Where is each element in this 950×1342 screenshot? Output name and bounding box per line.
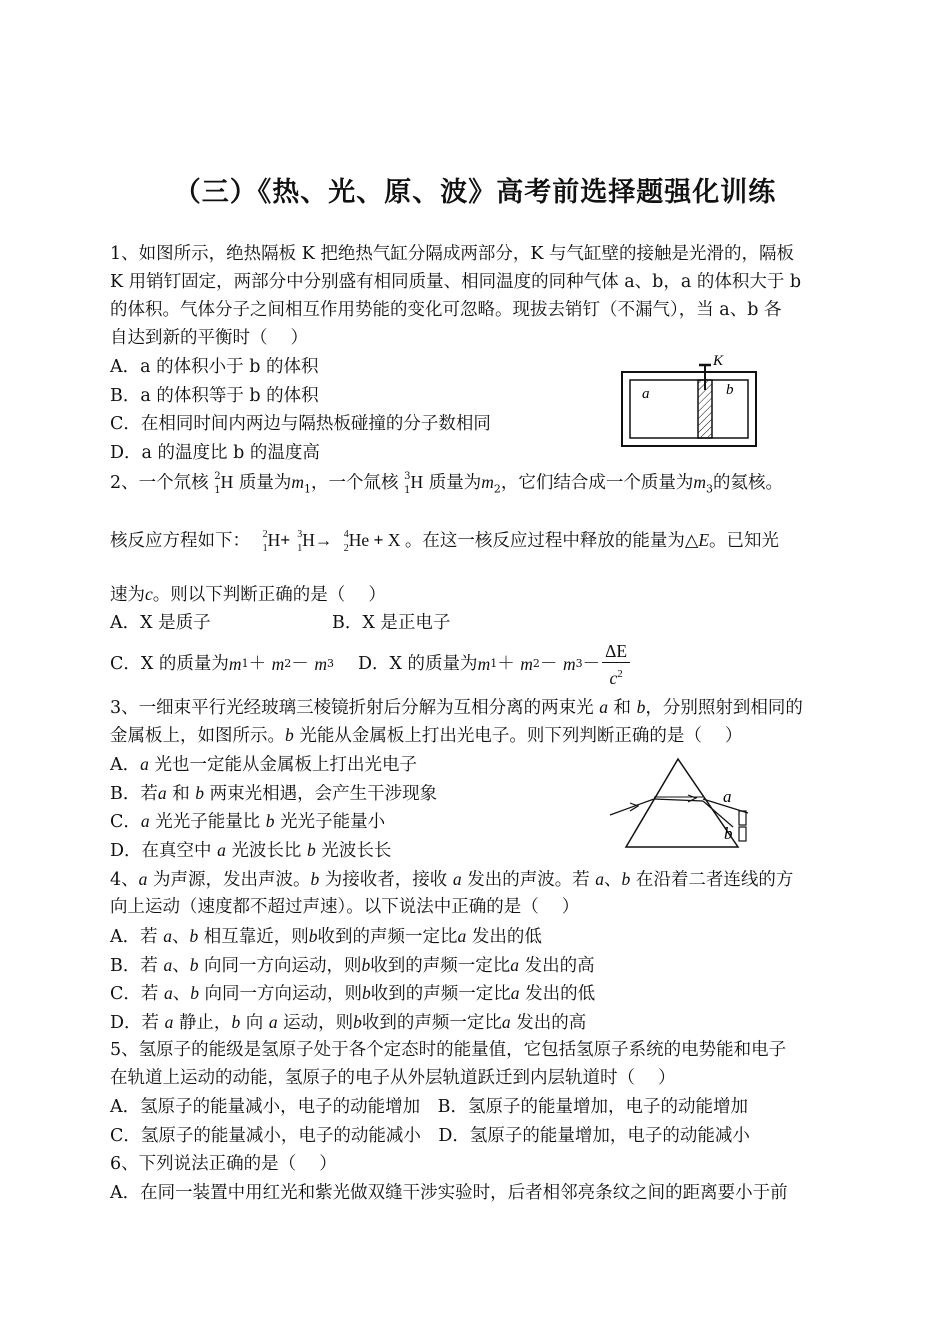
q1-stem-line-4: 自达到新的平衡时（ ） [110,328,309,348]
q5-options-cd: C．氢原子的能量减小，电子的动能减小 D．氢原子的能量增加，电子的动能减小 [110,1126,750,1146]
page-title: （三）《热、光、原、波》高考前选择题强化训练 [173,177,777,208]
q4-option-a: A．若 a、b 相互靠近，则b收到的声频一定比a 发出的低 [110,926,542,947]
triton-isotope: 3 1 [404,470,411,496]
q2-options-cd: C．X 的质量为 m 1 ＋ m 2 － m 3 D．X 的质量为 m 1 ＋ m 2 － m 3 － $\frac{\Delta E}{c^2}$ [110,639,630,689]
q3-line-1: 3、一细束平行光经玻璃三棱镜折射后分解为互相分离的两束光 a 和 b，分别照射到相同的 [110,697,803,718]
q4-option-b: B．若 a、b 向同一方向运动，则b收到的声频一定比a 发出的高 [110,955,595,976]
q1-stem-line-1: 1、如图所示，绝热隔板 K 把绝热气缸分隔成两部分，K 与气缸壁的接触是光滑的，隔板 [110,244,794,264]
label-gas-b: b [726,382,734,398]
q2-line-2: 核反应方程如下： 2 1 H+ 3 1 H→ 4 2 He + X 。在这一核反应过程中释放的能量为△E。已知光 [110,528,780,554]
q3-prism-figure [608,755,758,855]
q4-option-c: C．若 a、b 向同一方向运动，则b收到的声频一定比a 发出的低 [110,983,596,1004]
q1-stem-line-3: 的体积。气体分子之间相互作用势能的变化可忽略。现拔去销钉（不漏气），当 a、b 各 [110,300,782,320]
q1-option-a: A．a 的体积小于 b 的体积 [110,357,319,377]
q5-line-1: 5、氢原子的能级是氢原子处于各个定态时的能量值，它包括氢原子系统的电势能和电子 [110,1040,787,1060]
q3-option-c: C．a 光光子能量比 b 光光子能量小 [110,811,386,832]
q1-stem-line-2: K 用销钉固定，两部分中分别盛有相同质量、相同温度的同种气体 a、b，a 的体积大于 b [110,272,802,292]
q2-option-b: B．X 是正电子 [332,613,451,633]
label-gas-a: a [642,386,650,402]
q4-line-2: 向上运动（速度都不超过声速）。以下说法中正确的是（ ） [110,897,580,917]
q5-options-ab: A．氢原子的能量减小，电子的动能增加 B．氢原子的能量增加，电子的动能增加 [110,1097,748,1117]
nuclear-equation: 2 1 H+ 3 1 H→ 4 2 He + X [262,528,401,554]
q1-option-b: B．a 的体积等于 b 的体积 [110,386,319,406]
q3-option-d: D．在真空中 a 光波长比 b 光波长长 [110,840,392,861]
cylinder-outer-wall [622,372,756,446]
q4-line-1: 4、a 为声源，发出声波。b 为接收者，接收 a 发出的声波。若 a、b 在沿着二者连线的方 [110,869,794,890]
q3-option-a: A．a 光也一定能从金属板上打出光电子 [110,754,417,775]
label-beam-b: b [724,824,733,843]
q1-cylinder-figure [618,350,758,450]
q5-line-2: 在轨道上运动的动能，氢原子的电子从外层轨道跃迁到内层轨道时（ ） [110,1068,676,1088]
q1-option-c: C．在相同时间内两边与隔热板碰撞的分子数相同 [110,414,491,434]
q3-line-2: 金属板上，如图所示。b 光能从金属板上打出光电子。则下列判断正确的是（ ） [110,725,743,746]
q2-line-1: 2、一个氘核 2 1 H 质量为$m_1$，一个氚核 3 1 H 质量为$m_2$，它们结合成一个质量为$m_3$的氦核。 [110,470,783,496]
q6-option-a: A．在同一装置中用红光和紫光做双缝干涉实验时，后者相邻亮条纹之间的距离要小于前 [110,1183,788,1203]
q6-line-1: 6、下列说法正确的是（ ） [110,1154,337,1174]
metal-plate-a [739,811,746,825]
metal-plate-b [739,827,746,841]
q1-option-d: D．a 的温度比 b 的温度高 [110,443,320,463]
deuteron-isotope: 2 1 [214,470,221,496]
energy-fraction: $\frac{\Delta E}{c^2}$ [602,640,630,689]
q3-option-b: B．若a 和 b 两束光相遇，会产生干涉现象 [110,783,438,804]
q2-line-3: 速为c。则以下判断正确的是（ ） [110,584,386,605]
q4-option-d: D．若 a 静止，b 向 a 运动，则b收到的声频一定比a 发出的高 [110,1012,587,1033]
incident-beam [610,799,654,815]
q2-option-a: A．X 是质子 [110,613,211,633]
label-beam-a: a [723,787,732,806]
label-k: K [713,353,724,369]
